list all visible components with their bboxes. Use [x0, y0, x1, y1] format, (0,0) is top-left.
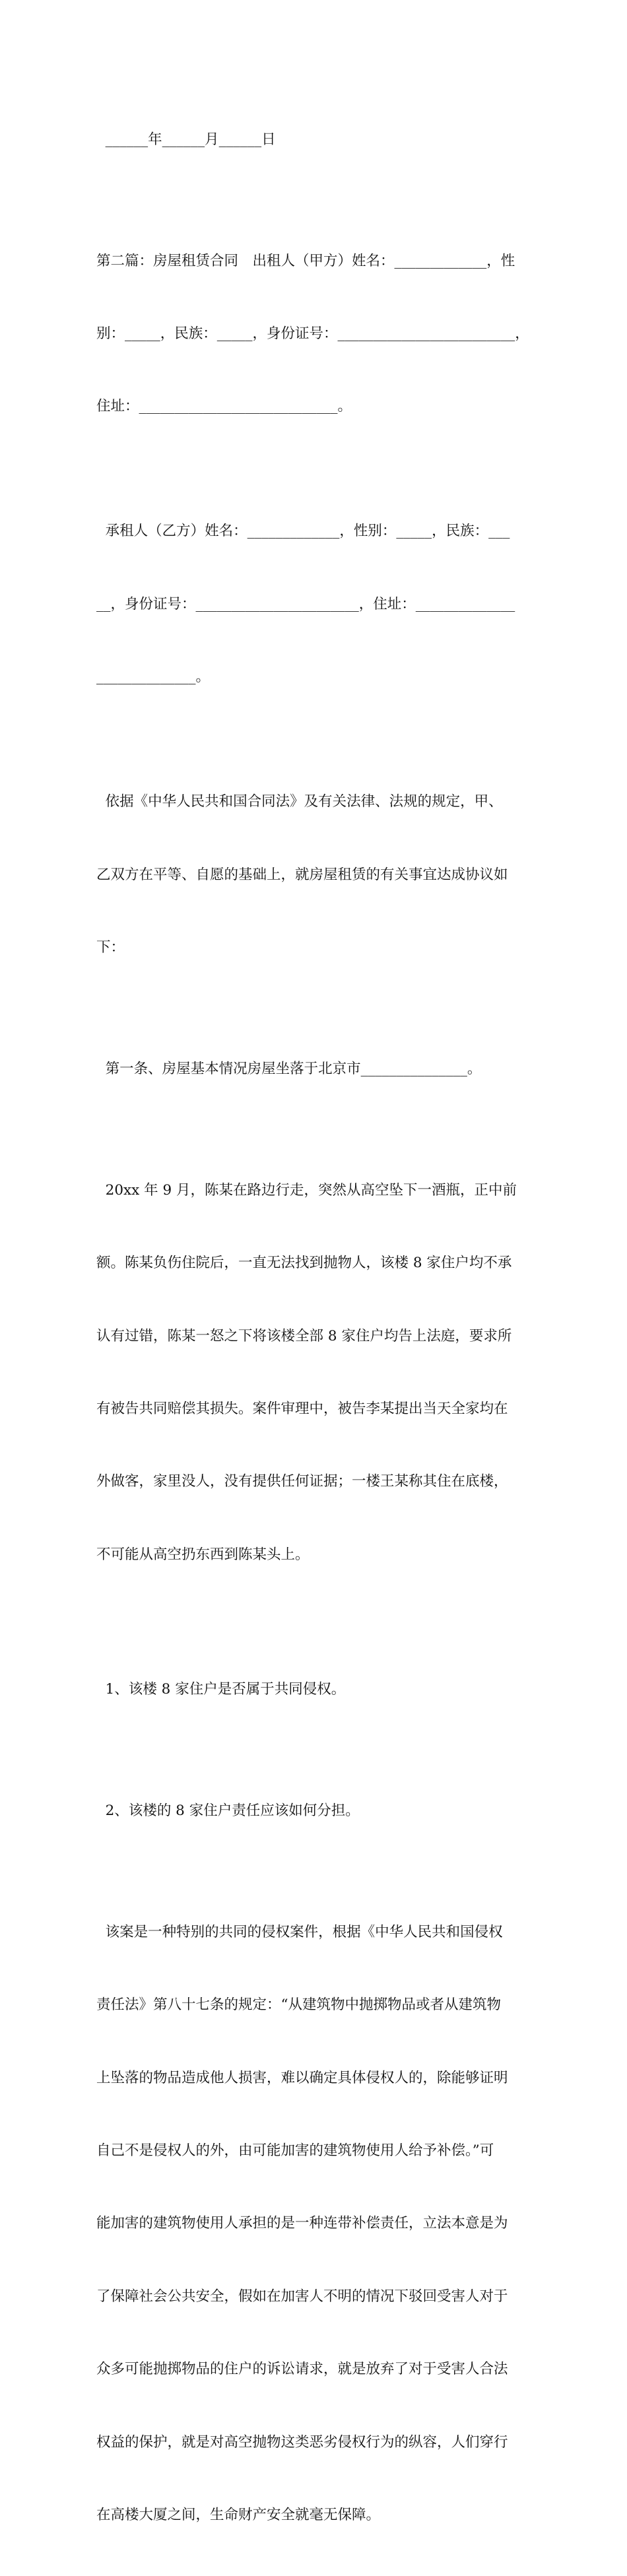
- text-line: 在高楼大厦之间，生命财产安全就毫无保障。: [96, 2506, 381, 2523]
- text-line: 认有过错，陈某一怒之下将该楼全部 8 家住户均告上法庭，要求所: [96, 1327, 512, 1344]
- contract-lessee-paragraph: [96, 471, 540, 739]
- text-line: 上坠落的物品造成他人损害，难以确定具体侵权人的，除能够证明: [96, 2069, 508, 2086]
- case-paragraph: [96, 1130, 540, 1616]
- question-one: 1、该楼 8 家住户是否属于共同侵权。: [96, 1680, 346, 1698]
- text-line: 能加害的建筑物使用人承担的是一种连带补偿责任，立法本意是为: [96, 2215, 508, 2232]
- date-line: ______年______月______日: [96, 131, 276, 148]
- text-line: 了保障社会公共安全，假如在加害人不明的情况下驳回受害人对于: [96, 2288, 508, 2305]
- text-line: 依据《中华人民共和国合同法》及有关法律、法规的规定，甲、: [96, 793, 503, 810]
- text-line: 该案是一种特别的共同的侵权案件，根据《中华人民共和国侵权: [96, 1923, 503, 1940]
- text-line: 有被告共同赔偿其损失。案件审理中，被告李某提出当天全家均在: [96, 1401, 508, 1418]
- question-two: 2、该楼的 8 家住户责任应该如何分担。: [96, 1802, 360, 1819]
- text-line: 下：: [96, 939, 125, 956]
- text-line: 承租人（乙方）姓名：_____________，性别：_____，民族：___: [96, 523, 510, 540]
- text-line: __，身份证号：_______________________，住址：______________: [96, 595, 515, 612]
- text-line: 责任法》第八十七条的规定：“从建筑物中抛掷物品或者从建筑物: [96, 1997, 501, 2014]
- text-line: 乙双方在平等、自愿的基础上，就房屋租赁的有关事宜达成协议如: [96, 866, 508, 883]
- text-line: 20xx 年 9 月，陈某在路边行走，突然从高空坠下一酒瓶，正中前: [96, 1181, 517, 1199]
- text-line: 住址：____________________________。: [96, 398, 352, 415]
- text-line: 权益的保护，就是对高空抛物这类恶劣侵权行为的纵容，人们穿行: [96, 2433, 508, 2451]
- text-line: 外做客，家里没人，没有提供任何证据；一楼王某称其住在底楼，: [96, 1473, 508, 1490]
- text-line: 众多可能抛掷物品的住户的诉讼请求，就是放弃了对于受害人合法: [96, 2361, 508, 2378]
- text-line: 第二篇：房屋租赁合同 出租人（甲方）姓名：_____________，性: [96, 252, 515, 269]
- text-line: 别：_____，民族：_____，身份证号：_________________________，: [96, 325, 529, 342]
- text-line: ______________。: [96, 669, 211, 686]
- contract-lessor-paragraph: [96, 201, 540, 468]
- text-line: 额。陈某负伤住院后，一直无法找到抛物人，该楼 8 家住户均不承: [96, 1255, 512, 1272]
- text-line: 不可能从高空扔东西到陈某头上。: [96, 1546, 310, 1563]
- article-one: 第一条、房屋基本情况房屋坐落于北京市_______________。: [96, 1060, 482, 1077]
- analysis-paragraph: [96, 1872, 540, 2576]
- legal-basis-paragraph: [96, 742, 540, 1009]
- document-page: [96, 79, 540, 2576]
- text-line: 自己不是侵权人的外，由可能加害的建筑物使用人给予补偿。”可: [96, 2142, 494, 2159]
